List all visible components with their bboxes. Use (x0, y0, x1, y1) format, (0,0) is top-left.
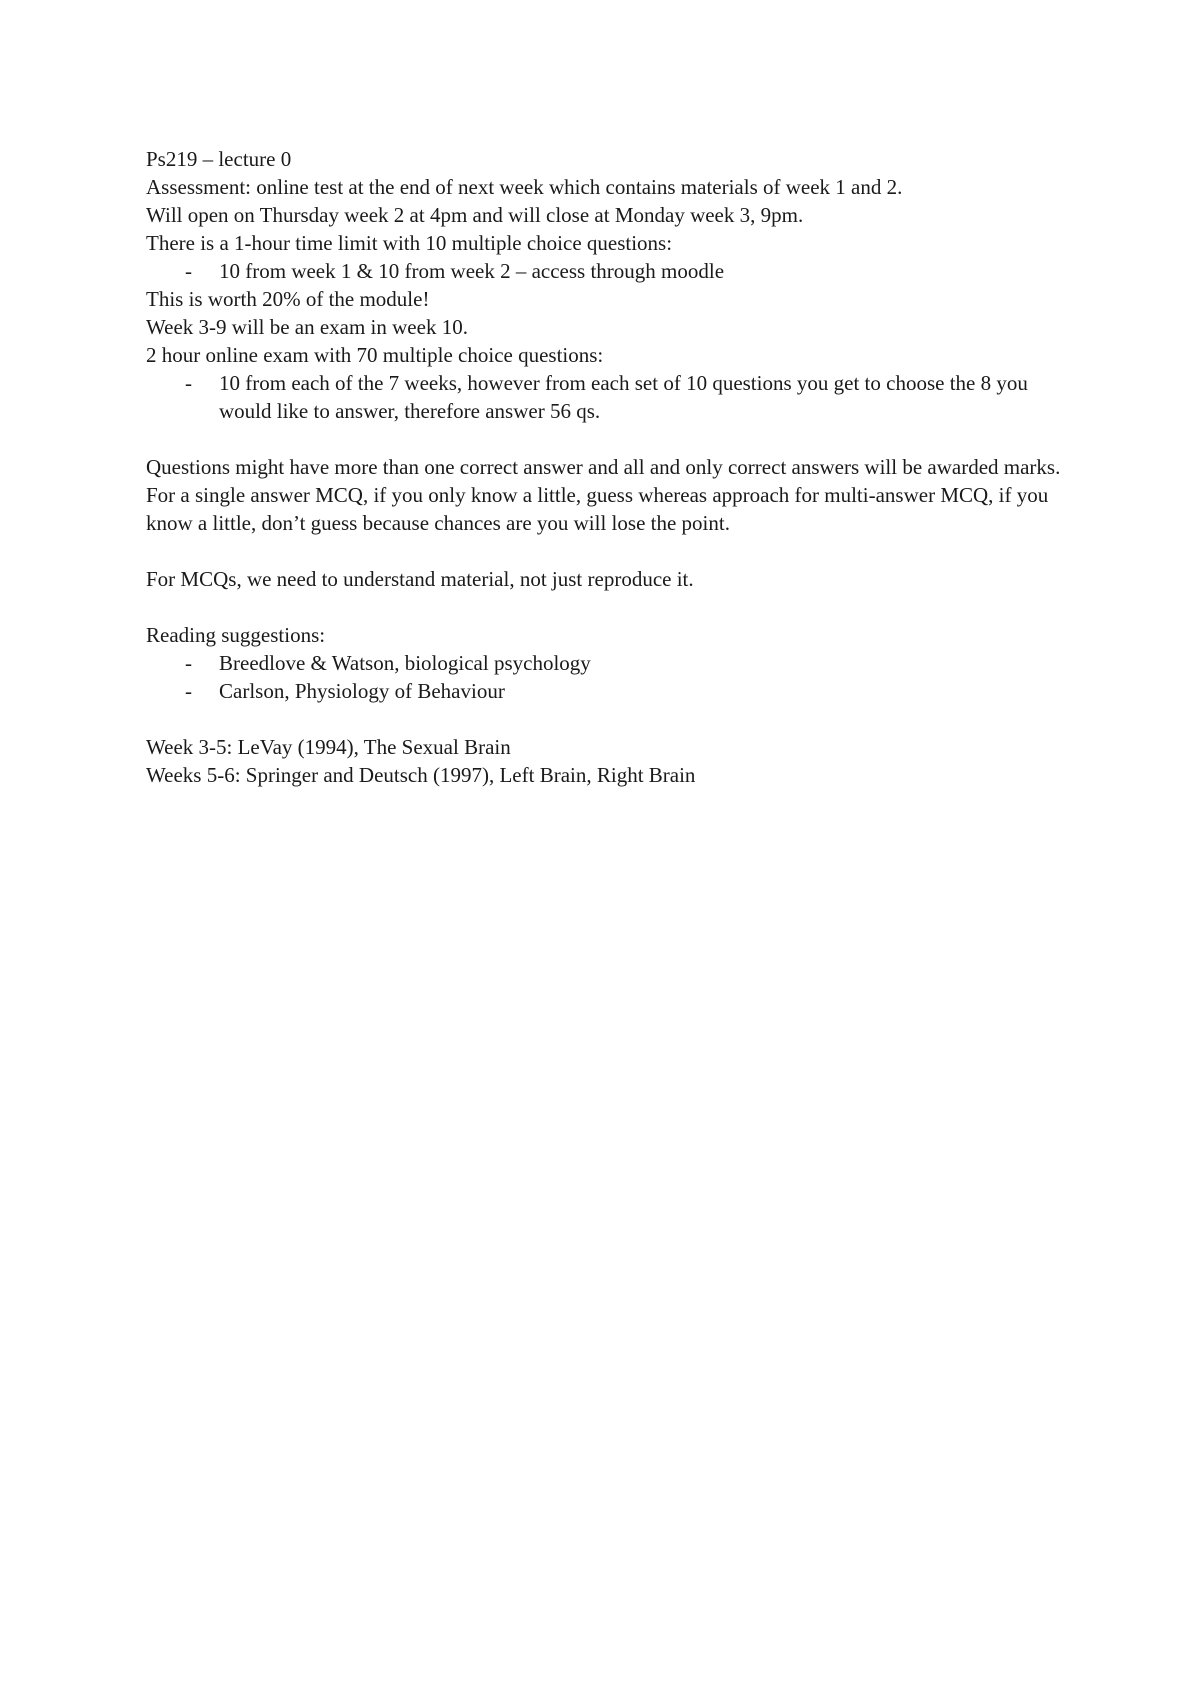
time-limit-line: There is a 1-hour time limit with 10 multiple choice questions: (146, 231, 673, 255)
worth-line: This is worth 20% of the module! (146, 287, 430, 311)
document-title: Ps219 – lecture 0 (146, 147, 292, 171)
bullet-text: 10 from each of the 7 weeks, however from each set of 10 questions you get to choose the 8 you would like to answer, therefore answer 56 qs. (219, 371, 1028, 423)
bullet-text: 10 from week 1 & 10 from week 2 – access through moodle (219, 259, 725, 283)
paragraph-spacer (146, 593, 1076, 621)
weeks-5-6-reading: Weeks 5-6: Springer and Deutsch (1997), Left Brain, Right Brain (146, 763, 696, 787)
bullet-item (146, 257, 1076, 285)
document-body (146, 145, 1076, 789)
questions-paragraph: Questions might have more than one correct answer and all and only correct answers will be awarded marks. (146, 455, 1061, 479)
single-answer-paragraph: For a single answer MCQ, if you only know a little, guess whereas approach for multi-answer MCQ, if you know a little, don’t guess because chances are you will lose the point. (146, 483, 1049, 535)
reading-item (146, 677, 1076, 705)
paragraph-spacer (146, 425, 1076, 453)
bullet-dash: - (185, 259, 192, 283)
week-3-5-reading: Week 3-5: LeVay (1994), The Sexual Brain (146, 735, 511, 759)
reading-item (146, 649, 1076, 677)
open-close-line: Will open on Thursday week 2 at 4pm and will close at Monday week 3, 9pm. (146, 203, 804, 227)
paragraph-spacer (146, 705, 1076, 733)
paragraph-spacer (146, 537, 1076, 565)
exam-line: 2 hour online exam with 70 multiple choice questions: (146, 343, 604, 367)
mcq-paragraph: For MCQs, we need to understand material, not just reproduce it. (146, 567, 694, 591)
week-exam-line: Week 3-9 will be an exam in week 10. (146, 315, 468, 339)
assessment-line: Assessment: online test at the end of next week which contains materials of week 1 and 2. (146, 175, 903, 199)
bullet-dash: - (185, 651, 192, 675)
reading-heading: Reading suggestions: (146, 623, 326, 647)
reading-item-text: Carlson, Physiology of Behaviour (219, 679, 505, 703)
bullet-dash: - (185, 679, 192, 703)
bullet-item (146, 369, 1076, 425)
reading-item-text: Breedlove & Watson, biological psychology (219, 651, 591, 675)
bullet-dash: - (185, 371, 192, 395)
